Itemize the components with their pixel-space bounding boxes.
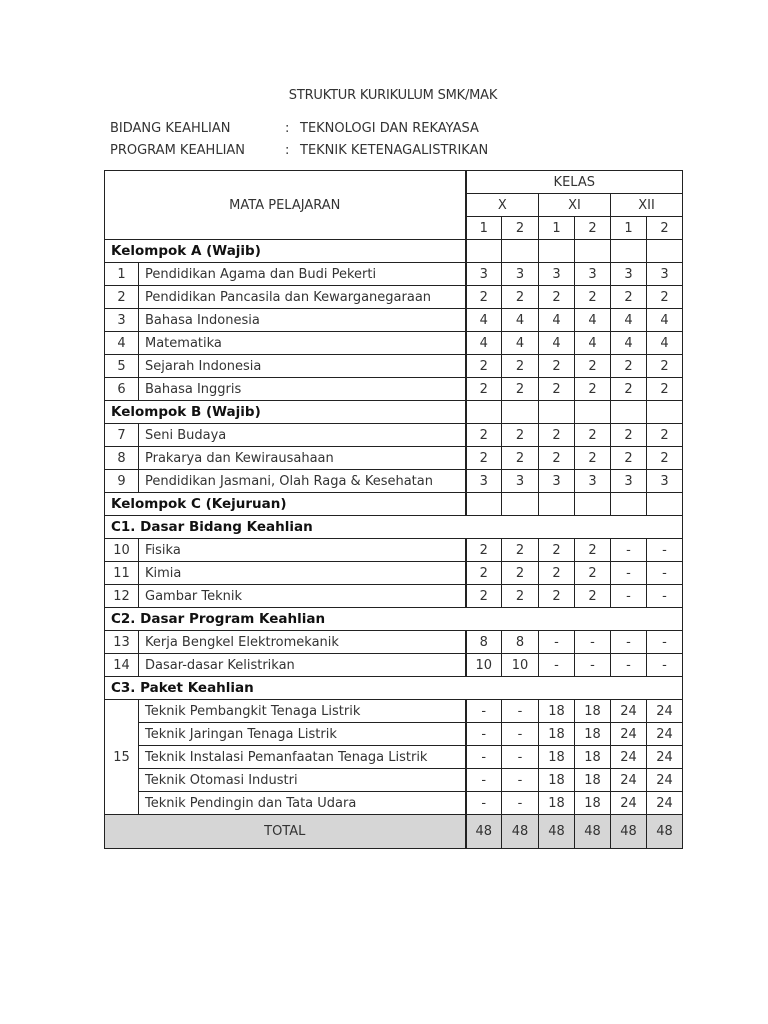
row-number: 12 [105,585,139,608]
empty-cell [539,240,575,263]
hours-cell: - [611,539,647,562]
hours-cell: 4 [575,309,611,332]
subject-row [105,332,683,355]
row-number: 9 [105,470,139,493]
hours-cell: 10 [502,654,539,677]
hours-cell: 2 [575,355,611,378]
hours-cell: 2 [539,585,575,608]
hours-cell: 18 [575,700,611,723]
hours-cell: 2 [575,539,611,562]
total-cell: 48 [466,815,502,849]
subject-row [105,792,683,815]
hours-cell: 18 [575,792,611,815]
subject-row [105,263,683,286]
hours-cell: 10 [466,654,502,677]
hours-cell: 2 [575,447,611,470]
hours-cell: 4 [647,309,683,332]
subject-row [105,539,683,562]
row-number: 15 [105,700,139,815]
subgroup-label: C2. Dasar Program Keahlian [105,608,683,631]
empty-cell [502,493,539,516]
empty-cell [611,401,647,424]
subject-name: Teknik Otomasi Industri [139,769,466,792]
hours-cell: 2 [539,562,575,585]
hours-cell: 24 [611,792,647,815]
kelas-header: KELAS [466,171,683,194]
hours-cell: 2 [466,562,502,585]
hours-cell: 2 [502,378,539,401]
hours-cell: - [466,700,502,723]
curriculum-table [104,170,683,849]
hours-cell: 8 [466,631,502,654]
hours-cell: 2 [539,378,575,401]
meta-value: TEKNOLOGI DAN REKAYASA [300,121,479,136]
subgroup-row [105,677,683,700]
subject-name: Teknik Jaringan Tenaga Listrik [139,723,466,746]
hours-cell: 4 [539,309,575,332]
header-row [105,171,683,194]
hours-cell: - [539,654,575,677]
subject-name: Kerja Bengkel Elektromekanik [139,631,466,654]
total-row [105,815,683,849]
hours-cell: 3 [466,263,502,286]
hours-cell: 2 [539,355,575,378]
hours-cell: - [647,585,683,608]
meta-separator: : [285,121,290,136]
hours-cell: 3 [539,263,575,286]
hours-cell: 2 [647,286,683,309]
subject-row [105,378,683,401]
hours-cell: 2 [502,286,539,309]
hours-cell: 4 [466,332,502,355]
hours-cell: 3 [647,470,683,493]
hours-cell: 4 [502,309,539,332]
hours-cell: 8 [502,631,539,654]
hours-cell: 2 [466,424,502,447]
hours-cell: 18 [575,723,611,746]
hours-cell: 18 [539,769,575,792]
subject-name: Prakarya dan Kewirausahaan [139,447,466,470]
hours-cell: 24 [647,746,683,769]
hours-cell: 2 [575,562,611,585]
hours-cell: 2 [502,424,539,447]
group-label: Kelompok C (Kejuruan) [105,493,466,516]
hours-cell: - [539,631,575,654]
hours-cell: 2 [575,378,611,401]
subject-row [105,355,683,378]
subject-name: Seni Budaya [139,424,466,447]
empty-cell [611,240,647,263]
hours-cell: 2 [611,378,647,401]
subgroup-label: C1. Dasar Bidang Keahlian [105,516,683,539]
subject-row [105,562,683,585]
empty-cell [466,240,502,263]
subject-name: Sejarah Indonesia [139,355,466,378]
hours-cell: 2 [466,447,502,470]
empty-cell [502,240,539,263]
grade-header: XII [611,194,683,217]
row-number: 3 [105,309,139,332]
hours-cell: 2 [466,585,502,608]
hours-cell: 2 [539,447,575,470]
hours-cell: - [647,654,683,677]
hours-cell: 18 [575,769,611,792]
empty-cell [647,401,683,424]
hours-cell: 2 [575,585,611,608]
hours-cell: 18 [539,723,575,746]
hours-cell: 4 [611,309,647,332]
subject-row [105,424,683,447]
hours-cell: - [647,631,683,654]
hours-cell: 2 [539,286,575,309]
hours-cell: - [502,792,539,815]
meta-value: TEKNIK KETENAGALISTRIKAN [300,143,489,158]
hours-cell: 2 [466,539,502,562]
row-number: 4 [105,332,139,355]
hours-cell: 4 [575,332,611,355]
subject-row [105,585,683,608]
hours-cell: - [611,631,647,654]
subject-row [105,631,683,654]
subject-row [105,470,683,493]
subject-name: Teknik Pembangkit Tenaga Listrik [139,700,466,723]
hours-cell: 18 [539,746,575,769]
subject-header: MATA PELAJARAN [105,171,466,240]
subject-row [105,447,683,470]
hours-cell: 24 [611,700,647,723]
subject-name: Teknik Pendingin dan Tata Udara [139,792,466,815]
subgroup-row [105,608,683,631]
document-title: STRUKTUR KURIKULUM SMK/MAK [288,88,498,103]
total-label: TOTAL [105,815,466,849]
hours-cell: - [611,654,647,677]
empty-cell [539,493,575,516]
hours-cell: - [611,585,647,608]
hours-cell: 2 [647,378,683,401]
empty-cell [466,493,502,516]
hours-cell: 2 [502,447,539,470]
meta-label: BIDANG KEAHLIAN [110,121,231,136]
row-number: 7 [105,424,139,447]
hours-cell: 3 [575,470,611,493]
hours-cell: - [466,769,502,792]
hours-cell: 2 [575,424,611,447]
hours-cell: - [466,746,502,769]
empty-cell [575,493,611,516]
hours-cell: 3 [502,470,539,493]
hours-cell: - [502,723,539,746]
subject-name: Pendidikan Agama dan Budi Pekerti [139,263,466,286]
hours-cell: 3 [539,470,575,493]
hours-cell: 3 [647,263,683,286]
empty-cell [611,493,647,516]
empty-cell [539,401,575,424]
hours-cell: 2 [502,562,539,585]
empty-cell [575,240,611,263]
row-number: 1 [105,263,139,286]
subject-name: Dasar-dasar Kelistrikan [139,654,466,677]
meta-label: PROGRAM KEAHLIAN [110,143,246,158]
empty-cell [466,401,502,424]
hours-cell: - [466,792,502,815]
hours-cell: 4 [502,332,539,355]
group-label: Kelompok B (Wajib) [105,401,466,424]
subject-row [105,286,683,309]
hours-cell: - [611,562,647,585]
hours-cell: 4 [647,332,683,355]
subject-row [105,654,683,677]
subject-name: Matematika [139,332,466,355]
hours-cell: 4 [539,332,575,355]
row-number: 6 [105,378,139,401]
meta-separator: : [285,143,290,158]
subgroup-row [105,516,683,539]
subject-name: Pendidikan Pancasila dan Kewarganegaraan [139,286,466,309]
subject-name: Pendidikan Jasmani, Olah Raga & Kesehatan [139,470,466,493]
empty-cell [647,493,683,516]
hours-cell: 18 [539,700,575,723]
hours-cell: 2 [466,378,502,401]
hours-cell: 24 [611,746,647,769]
hours-cell: 2 [539,424,575,447]
semester-header: 2 [502,217,539,240]
hours-cell: - [502,746,539,769]
empty-cell [647,240,683,263]
hours-cell: - [502,700,539,723]
hours-cell: 24 [647,723,683,746]
hours-cell: 2 [647,447,683,470]
empty-cell [502,401,539,424]
hours-cell: 3 [611,263,647,286]
group-row [105,401,683,424]
semester-header: 1 [539,217,575,240]
hours-cell: - [466,723,502,746]
hours-cell: 24 [647,792,683,815]
subject-name: Bahasa Inggris [139,378,466,401]
total-cell: 48 [539,815,575,849]
subject-row [105,309,683,332]
hours-cell: - [575,631,611,654]
total-cell: 48 [575,815,611,849]
hours-cell: - [647,539,683,562]
hours-cell: 2 [539,539,575,562]
hours-cell: 2 [611,355,647,378]
hours-cell: 4 [611,332,647,355]
subject-name: Teknik Instalasi Pemanfaatan Tenaga Listrik [139,746,466,769]
row-number: 14 [105,654,139,677]
total-cell: 48 [502,815,539,849]
hours-cell: 24 [647,700,683,723]
semester-header: 1 [611,217,647,240]
group-row [105,493,683,516]
hours-cell: - [647,562,683,585]
hours-cell: 24 [611,723,647,746]
hours-cell: 3 [611,470,647,493]
grade-header: X [466,194,539,217]
row-number: 2 [105,286,139,309]
hours-cell: 2 [502,355,539,378]
total-cell: 48 [611,815,647,849]
hours-cell: 2 [647,424,683,447]
hours-cell: 2 [611,424,647,447]
hours-cell: 3 [575,263,611,286]
hours-cell: 4 [466,309,502,332]
hours-cell: 2 [502,585,539,608]
hours-cell: 24 [611,769,647,792]
grade-header: XI [539,194,611,217]
hours-cell: 2 [466,286,502,309]
subject-name: Kimia [139,562,466,585]
subject-name: Bahasa Indonesia [139,309,466,332]
hours-cell: - [575,654,611,677]
row-number: 10 [105,539,139,562]
subject-name: Fisika [139,539,466,562]
semester-header: 2 [575,217,611,240]
hours-cell: 18 [539,792,575,815]
group-row [105,240,683,263]
subject-row [105,746,683,769]
hours-cell: 2 [647,355,683,378]
hours-cell: 24 [647,769,683,792]
group-label: Kelompok A (Wajib) [105,240,466,263]
hours-cell: 2 [502,539,539,562]
semester-header: 1 [466,217,502,240]
hours-cell: 2 [611,286,647,309]
row-number: 11 [105,562,139,585]
hours-cell: - [502,769,539,792]
hours-cell: 2 [611,447,647,470]
row-number: 8 [105,447,139,470]
hours-cell: 2 [575,286,611,309]
subject-row [105,700,683,723]
subject-row [105,769,683,792]
hours-cell: 3 [502,263,539,286]
row-number: 5 [105,355,139,378]
subject-row [105,723,683,746]
hours-cell: 2 [466,355,502,378]
empty-cell [575,401,611,424]
hours-cell: 18 [575,746,611,769]
total-cell: 48 [647,815,683,849]
row-number: 13 [105,631,139,654]
subject-name: Gambar Teknik [139,585,466,608]
subgroup-label: C3. Paket Keahlian [105,677,683,700]
hours-cell: 3 [466,470,502,493]
semester-header: 2 [647,217,683,240]
